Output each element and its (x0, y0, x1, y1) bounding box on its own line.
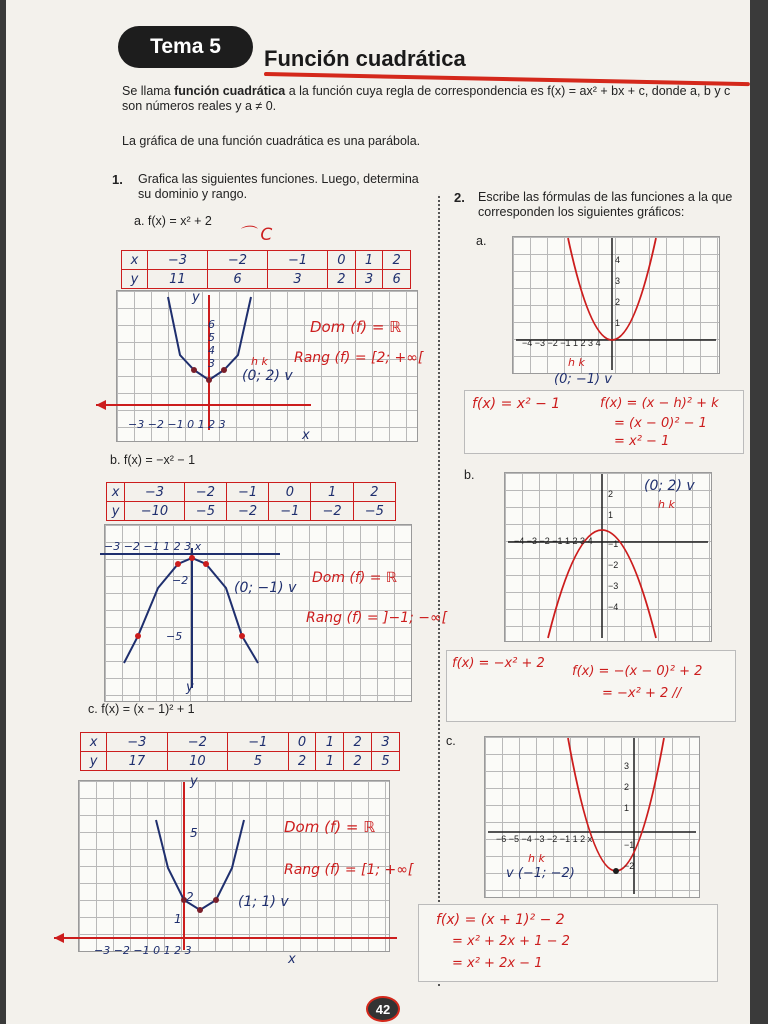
exercise-1-prompt: Grafica las siguientes funciones. Luego, determina su dominio y rango. (138, 172, 419, 201)
ex1a-x-ticks: −3 −2 −1 0 1 2 3 (128, 418, 226, 431)
table-cell: 1 (355, 251, 383, 270)
ex2c-x-ticks: −6 −5 −4 −3 −2 −1 1 2 x (496, 834, 593, 844)
exercise-2-number: 2. (454, 190, 465, 205)
workbook-page (6, 0, 750, 1024)
table-cell: 5 (372, 752, 400, 771)
ex2a-step-2: = x² − 1 (614, 434, 670, 449)
table-cell: 2 (288, 752, 316, 771)
ex1c-domain: Dom (f) = ℝ (284, 818, 376, 836)
ex1c-y-tick-1: 5 (190, 826, 198, 840)
table-cell: 6 (383, 270, 411, 289)
ex2a-label: a. (476, 234, 487, 248)
ex2b-graph (504, 472, 710, 640)
page-title: Función cuadrática (264, 46, 466, 71)
table-cell: 5 (228, 752, 289, 771)
ex1c-x-ticks: −3 −2 −1 0 1 2 3 (94, 944, 192, 957)
ex1c-y-label: y (190, 774, 198, 789)
table-cell: −5 (184, 502, 226, 521)
table-cell: y (81, 752, 107, 771)
ex2b-step-1: = −x² + 2 // (602, 686, 682, 701)
point (213, 897, 219, 903)
ex2a-y-ticks: 4 3 2 1 (615, 255, 621, 328)
x-axis-arrow (54, 933, 64, 943)
ex2b-answer: f(x) = −x² + 2 (452, 656, 545, 671)
ex2b-y-ticks: 2 1 −1 −2 −3 −4 (608, 489, 619, 612)
ex2b-x-ticks: −4 −3 −2 −1 1 2 3 4 (514, 536, 593, 546)
table-cell: 10 (167, 752, 228, 771)
table-cell: 0 (269, 483, 311, 502)
ex2b-vertex: (0; 2) v (644, 478, 695, 494)
table-cell: 0 (328, 251, 356, 270)
ex2c-vertex: v (−1; −2) (506, 866, 575, 881)
ex2c-step-1: = x² + 2x + 1 − 2 (452, 934, 570, 949)
table-row (81, 752, 400, 771)
x-axis-arrow (96, 400, 106, 410)
table-cell: x (107, 483, 125, 502)
ex1a-mark: ⌒ C (238, 225, 273, 245)
point (221, 367, 227, 373)
ex1c-vertex: (1; 1) v (238, 894, 289, 910)
table-cell: 6 (207, 270, 267, 289)
ex1a-y-ticks: 6 5 4 3 (208, 318, 215, 370)
ex2c-label: c. (446, 734, 456, 748)
ex2b-formula: f(x) = −(x − 0)² + 2 (572, 664, 703, 679)
ex2a-x-ticks: −4 −3 −2 −1 1 2 3 4 (522, 338, 601, 348)
table-cell: 2 (344, 733, 372, 752)
ex2b-hk: h k (658, 498, 675, 511)
ex1c-x-label: x (288, 952, 296, 967)
exercise-2-prompt: Escribe las fórmulas de las funciones a la que corresponden los siguientes gráficos: (478, 190, 733, 219)
table-cell: −2 (184, 483, 226, 502)
table-cell: x (81, 733, 107, 752)
ex1c-value-table (80, 732, 400, 771)
ex1b-label: b. f(x) = −x² − 1 (110, 453, 196, 467)
table-row (122, 251, 411, 270)
table-row (107, 502, 396, 521)
table-cell: −2 (227, 502, 269, 521)
table-cell: 17 (107, 752, 168, 771)
point (206, 377, 212, 383)
column-divider (438, 196, 440, 986)
table-cell: 0 (288, 733, 316, 752)
ex1b-y-tick-1: −2 (172, 574, 189, 587)
ex2c-step-2: = x² + 2x − 1 (452, 956, 543, 971)
ex1b-value-table (106, 482, 396, 521)
ex1c-y-tick-2: 2 (186, 890, 194, 904)
table-cell: 2 (353, 483, 395, 502)
table-cell: −3 (147, 251, 207, 270)
table-cell: 3 (268, 270, 328, 289)
table-row (107, 483, 396, 502)
table-cell: 1 (311, 483, 353, 502)
table-cell: 2 (383, 251, 411, 270)
ex1a-domain: Dom (f) = ℝ (310, 318, 402, 336)
ex1a-hk: h k (251, 355, 268, 368)
point (239, 633, 245, 639)
table-cell: 11 (147, 270, 207, 289)
ex1a-vertex: (0; 2) v (242, 368, 293, 384)
ex2c-y-ticks: 3 2 1 −1 −2 (624, 761, 635, 871)
parabola (568, 738, 664, 871)
table-cell: −1 (269, 502, 311, 521)
ex2a-hk: h k (568, 356, 585, 369)
point (197, 907, 203, 913)
table-cell: 2 (344, 752, 372, 771)
ex1b-y-label: y (186, 680, 194, 695)
ex2a-vertex: (0; −1) v (554, 372, 612, 387)
point (175, 561, 181, 567)
point (135, 633, 141, 639)
table-cell: −2 (311, 502, 353, 521)
table-cell: −1 (268, 251, 328, 270)
definition-text: Se llama función cuadrática a la función cuya regla de correspondencia es f(x) = ax² + bx + c, donde a, b y c son números reales y a ≠ 0. (122, 84, 731, 113)
table-cell: −1 (227, 483, 269, 502)
exercise-1-number: 1. (112, 172, 123, 187)
ex1b-range: Rang (f) = ]−1; −∞[ (306, 610, 448, 626)
table-cell: −5 (353, 502, 395, 521)
ex1a-label: a. f(x) = x² + 2 (134, 214, 212, 228)
table-cell: −1 (228, 733, 289, 752)
table-cell: 1 (316, 733, 344, 752)
table-cell: x (122, 251, 148, 270)
table-row (81, 733, 400, 752)
ex2c-answer: f(x) = (x + 1)² − 2 (436, 912, 565, 928)
ex2a-step-1: = (x − 0)² − 1 (614, 416, 707, 431)
ex1c-y-tick-3: 1 (174, 912, 182, 926)
ex2c-hk: h k (528, 852, 545, 865)
table-cell: y (122, 270, 148, 289)
ex1c-range: Rang (f) = [1; +∞[ (284, 862, 414, 878)
ex2b-label: b. (464, 468, 475, 482)
table-cell: y (107, 502, 125, 521)
page-number: 42 (366, 996, 400, 1022)
ex1b-y-tick-2: −5 (166, 630, 183, 643)
ex1c-label: c. f(x) = (x − 1)² + 1 (88, 702, 195, 716)
table-cell: −10 (125, 502, 185, 521)
ex1a-x-label: x (302, 428, 310, 443)
parabola (156, 820, 244, 910)
ex1b-domain: Dom (f) = ℝ (312, 570, 398, 586)
table-cell: −2 (207, 251, 267, 270)
point (203, 561, 209, 567)
table-cell: 2 (328, 270, 356, 289)
ex2a-answer: f(x) = x² − 1 (472, 396, 561, 412)
point (191, 367, 197, 373)
table-cell: −3 (125, 483, 185, 502)
point (189, 555, 195, 561)
table-cell: 3 (372, 733, 400, 752)
ex1a-value-table (121, 250, 411, 289)
table-cell: −3 (107, 733, 168, 752)
table-cell: −2 (167, 733, 228, 752)
table-cell: 1 (316, 752, 344, 771)
vertex-point (613, 868, 619, 874)
topic-badge: Tema 5 (118, 26, 253, 68)
ex1b-x-ticks: −3 −2 −1 1 2 3 x (104, 540, 202, 553)
ex1a-y-label: y (192, 290, 200, 305)
table-cell: 3 (355, 270, 383, 289)
parabola-note: La gráfica de una función cuadrática es una parábola. (122, 134, 421, 148)
ex1b-vertex: (0; −1) v (234, 580, 297, 596)
ex2a-formula: f(x) = (x − h)² + k (600, 396, 719, 411)
ex1a-range: Rang (f) = [2; +∞[ (294, 350, 424, 366)
